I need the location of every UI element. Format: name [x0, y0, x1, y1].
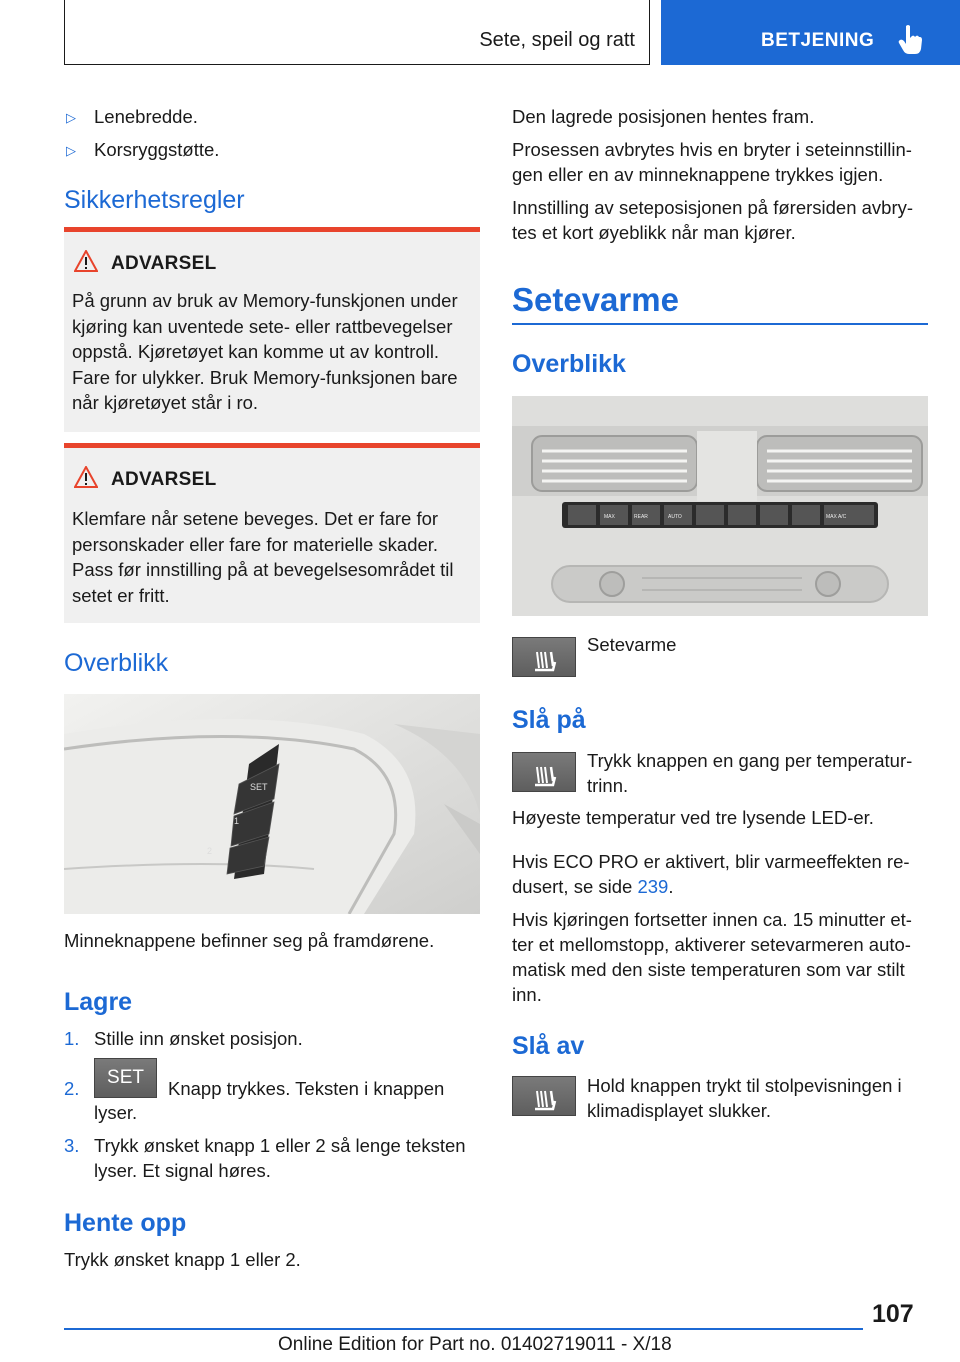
- heading-overview: Overblikk: [64, 649, 169, 677]
- paragraph: Hvis ECO PRO er aktivert, blir varmeeffekten re-: [512, 851, 910, 872]
- warning-triangle-icon: [74, 250, 98, 272]
- step-text: Trykk ønsket knapp 1 eller 2 så lenge teksten: [94, 1135, 466, 1156]
- bullet-marker-icon: ▷: [66, 110, 76, 125]
- page-header: [0, 0, 960, 66]
- step-number: 3.: [64, 1135, 80, 1156]
- seat-heating-icon: [512, 1076, 576, 1116]
- paragraph: Hold knappen trykt til stolpevisningen i: [587, 1075, 902, 1096]
- section-title: Sete, speil og ratt: [479, 29, 635, 51]
- heading-on: Slå på: [512, 706, 586, 734]
- footer-rule: [64, 1328, 863, 1330]
- climate-panel-illustration: [512, 396, 928, 616]
- chapter-tab-label: BETJENING: [761, 30, 875, 51]
- warning-title: ADVARSEL: [111, 469, 217, 490]
- pointing-hand-icon: [897, 24, 923, 56]
- paragraph: matisk med den siste temperaturen som var stilt: [512, 959, 905, 980]
- paragraph: tes et kort øyeblikk når man kjører.: [512, 222, 796, 243]
- paragraph: Hvis kjøringen fortsetter innen ca. 15 minutter et-: [512, 909, 912, 930]
- step-text: Stille inn ønsket posisjon.: [94, 1028, 303, 1049]
- text-line: På grunn av bruk av Memory-funskjonen under: [72, 290, 458, 311]
- step-number: 2.: [64, 1078, 80, 1099]
- text-line: kjøring kan uventede sete- eller rattbevegelser: [72, 315, 453, 337]
- set-button-icon: [94, 1058, 157, 1098]
- text-span: dusert, se side: [512, 876, 638, 897]
- paragraph: ter et mellomstopp, aktiverer setevarmeren auto-: [512, 934, 911, 955]
- header-section-box: [64, 0, 650, 65]
- warning-triangle-icon: [74, 466, 98, 488]
- warning-box: [64, 227, 480, 432]
- heading-seatheat: Setevarme: [512, 281, 679, 318]
- panel-button-label: MAX: [604, 514, 615, 520]
- bullet-item: Korsryggstøtte.: [94, 139, 220, 160]
- page-number: 107: [872, 1300, 914, 1328]
- text-line: oppstå. Kjøretøyet kan komme ut av kontroll.: [72, 341, 440, 362]
- warning-text: [72, 288, 476, 416]
- text-line: Fare for ulykker. Bruk Memory-funksjonen bare: [72, 366, 458, 388]
- panel-button-label: REAR: [634, 514, 648, 520]
- door-button-label: 2: [207, 846, 213, 856]
- page-link[interactable]: 239: [637, 876, 669, 897]
- paragraph: Den lagrede posisjonen hentes fram.: [512, 106, 815, 127]
- door-memory-buttons-image: [64, 694, 480, 914]
- heading-overview-right: Overblikk: [512, 350, 626, 378]
- text-line: Klemfare når setene beveges. Det er fare for: [72, 508, 439, 529]
- text-line: når kjøretøyet står i ro.: [72, 392, 259, 413]
- section-rule: [512, 323, 928, 325]
- bullet-marker-icon: ▷: [66, 143, 76, 158]
- step-text: lyser.: [94, 1102, 138, 1123]
- set-button-label: SET: [107, 1067, 144, 1088]
- recall-text: Trykk ønsket knapp 1 eller 2.: [64, 1249, 301, 1270]
- door-button-label: 1: [234, 816, 240, 826]
- step-text: lyser. Et signal høres.: [94, 1160, 271, 1181]
- edition-text: Online Edition for Part no. 01402719011 - X/18: [278, 1334, 672, 1355]
- heading-safety: Sikkerhetsregler: [64, 186, 245, 214]
- climate-panel-image: [512, 396, 928, 616]
- step-number: 1.: [64, 1028, 80, 1049]
- paragraph: Høyeste temperatur ved tre lysende LED-er.: [512, 807, 874, 828]
- panel-button-label: AUTO: [668, 514, 682, 520]
- door-panel-illustration: [64, 694, 480, 914]
- chapter-tab[interactable]: [661, 0, 960, 65]
- paragraph: inn.: [512, 984, 542, 1005]
- heading-store: Lagre: [64, 988, 133, 1016]
- paragraph: Prosessen avbrytes hvis en bryter i seteinnstillin-: [512, 139, 912, 160]
- seat-heating-icon: [512, 637, 576, 677]
- heading-off: Slå av: [512, 1032, 585, 1060]
- text-line: personskader eller fare for materielle skader.: [72, 533, 439, 555]
- heading-recall: Hente opp: [64, 1209, 187, 1237]
- text-line: setet er fritt.: [72, 584, 170, 606]
- icon-caption: Setevarme: [587, 634, 677, 655]
- text-line: Pass før innstilling på at bevegelsesområdet til: [72, 559, 454, 580]
- step-text: Knapp trykkes. Teksten i knappen: [168, 1078, 445, 1099]
- paragraph: Trykk knappen en gang per temperatur-: [587, 750, 913, 771]
- warning-box: [64, 443, 480, 623]
- paragraph: gen eller en av minneknappene trykkes igjen.: [512, 164, 884, 185]
- paragraph: trinn.: [587, 775, 629, 796]
- panel-button-label: MAX A/C: [826, 514, 847, 520]
- warning-text: [72, 506, 476, 608]
- paragraph: Innstilling av seteposisjonen på førersiden avbry-: [512, 197, 914, 218]
- warning-title: ADVARSEL: [111, 253, 217, 274]
- paragraph: klimadisplayet slukker.: [587, 1100, 772, 1121]
- image-caption: Minneknappene befinner seg på framdørene.: [64, 930, 435, 951]
- bullet-item: Lenebredde.: [94, 106, 198, 127]
- seat-heating-icon: [512, 752, 576, 792]
- door-button-label: SET: [250, 782, 268, 792]
- paragraph: dusert, se side 239.: [512, 876, 674, 897]
